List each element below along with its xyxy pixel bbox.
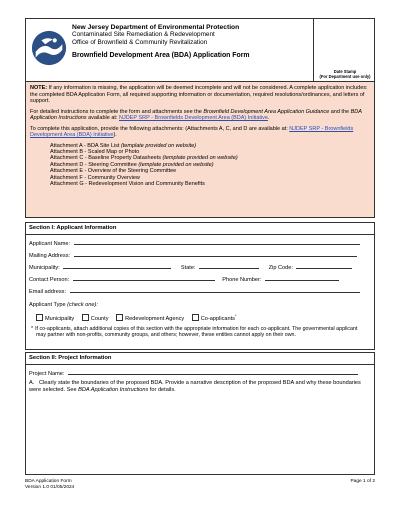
redevelopment-agency-option-label: Redevelopment Agency bbox=[125, 315, 185, 322]
attachment-label: Attachment C - Baseline Property Datasheets bbox=[50, 155, 163, 162]
bda-initiative-link-2[interactable]: NJDEP SRP - Brownfields Development Area (BDA) Initiative bbox=[30, 125, 354, 138]
contact-row bbox=[29, 274, 339, 282]
item-a-instructions-title: BDA Application Instructions bbox=[78, 387, 149, 393]
date-stamp-subtitle: (For Department use only) bbox=[319, 74, 371, 80]
section-2-title: Section II: Project Information bbox=[26, 353, 374, 365]
email-row bbox=[29, 286, 360, 294]
attachment-label: Attachment G - Redevelopment Vision and Community Benefits bbox=[50, 180, 205, 187]
applicant-name-row bbox=[29, 238, 360, 246]
footer-page-number: Page 1 of 2 bbox=[350, 479, 375, 484]
footer-form-name: BDA Application Form bbox=[25, 479, 72, 484]
item-a-text-end: for details. bbox=[148, 387, 176, 393]
applicant-type-options bbox=[36, 312, 237, 320]
mailing-address-row bbox=[29, 250, 357, 258]
footnote-text: If co-applicants, attach additional copies of this section with the appropriate information for each co-applicant. The governmental applicant may partner with non-profits, community groups, and others; however, these entities cannot apply on their own. bbox=[35, 326, 358, 339]
note-lead: NOTE: bbox=[30, 85, 48, 91]
section-1-title: Section I: Applicant Information bbox=[26, 223, 374, 235]
item-a bbox=[29, 380, 369, 394]
guidance-title: Brownfield Development Area Application Guidance bbox=[203, 108, 330, 115]
zip-label: Zip Code: bbox=[268, 265, 293, 271]
note-paragraph-1 bbox=[30, 85, 370, 105]
attachment-template-note: (template provided on website) bbox=[162, 155, 238, 162]
footnote-asterisk: * bbox=[31, 326, 34, 332]
phone-label: Phone Number: bbox=[222, 277, 262, 283]
redevelopment-agency-checkbox[interactable] bbox=[116, 314, 123, 321]
date-stamp-title: Date Stamp bbox=[333, 69, 357, 75]
municipality-label: Municipality: bbox=[29, 265, 60, 271]
applicant-name-field[interactable] bbox=[74, 238, 360, 245]
note-paragraph-2 bbox=[30, 109, 370, 122]
co-applicants-asterisk: * bbox=[234, 313, 237, 318]
project-name-row bbox=[29, 368, 358, 376]
attachment-template-note: (template provided on website) bbox=[138, 161, 214, 168]
applicant-type-row bbox=[29, 301, 98, 309]
note-p3-end: ). bbox=[113, 132, 117, 138]
project-name-label: Project Name: bbox=[29, 371, 65, 377]
instructions-title: BDA Application Instructions bbox=[30, 108, 362, 121]
note-text: If any information is missing, the application will be deemed incomplete and will not be considered. A complete application includes: the completed BDA Application Form, all required supporting information or documentation, required resolutions/ordinances, and letters of support. bbox=[30, 85, 368, 104]
state-label: State: bbox=[180, 265, 196, 271]
instructions-note bbox=[25, 82, 375, 218]
section-project-information bbox=[25, 352, 375, 475]
county-checkbox[interactable] bbox=[82, 314, 89, 321]
municipality-option-label: Municipality bbox=[45, 315, 75, 322]
item-a-text: Clearly state the boundaries of the proposed BDA. Provide a narrative description of the proposed BDA and why these boundaries were selected. See bbox=[29, 380, 361, 393]
co-applicants-checkbox[interactable] bbox=[192, 314, 199, 321]
item-a-letter: A. bbox=[29, 380, 35, 386]
email-label: Email address: bbox=[29, 289, 66, 295]
note-p2-text-b: and the bbox=[329, 108, 351, 115]
zip-field[interactable] bbox=[296, 262, 352, 269]
bda-initiative-link[interactable]: NJDEP SRP - Brownfields Development Area (BDA) Initiative bbox=[118, 115, 268, 121]
header-text bbox=[72, 24, 292, 60]
note-p2-text-a: For detailed instructions to complete the form and attachments see the bbox=[30, 108, 204, 115]
agency-name: New Jersey Department of Environmental Protection bbox=[72, 24, 240, 31]
note-p2-end: . bbox=[267, 115, 270, 121]
attachment-label: Attachment B - Scaled Map or Photo bbox=[50, 148, 140, 155]
njdep-logo-icon bbox=[30, 29, 68, 67]
footer-version: Version 1.0 01/05/2024 bbox=[25, 484, 75, 490]
applicant-name-label: Applicant Name: bbox=[29, 241, 71, 247]
municipality-field[interactable] bbox=[63, 262, 171, 269]
state-field[interactable] bbox=[199, 262, 259, 269]
form-header bbox=[25, 18, 375, 82]
co-applicant-footnote bbox=[31, 326, 368, 339]
date-stamp-box bbox=[313, 19, 376, 81]
email-field[interactable] bbox=[70, 286, 360, 293]
note-p3-text: To complete this application, provide the following attachments: (Attachments A, C, and D are available at: bbox=[30, 125, 290, 132]
phone-field[interactable] bbox=[265, 274, 339, 281]
program-name: Contaminated Site Remediation & Redevelopment bbox=[72, 31, 215, 39]
municipality-row bbox=[29, 262, 352, 270]
applicant-type-hint: (check one): bbox=[67, 302, 98, 308]
attachment-label: Attachment A - BDA Site List bbox=[50, 142, 121, 149]
note-p2-text-c: available at: bbox=[86, 115, 119, 121]
project-name-field[interactable] bbox=[68, 368, 358, 375]
contact-person-label: Contact Person: bbox=[29, 277, 70, 283]
form-title: Brownfield Development Area (BDA) Application Form bbox=[72, 52, 250, 60]
boundaries-description-area[interactable] bbox=[29, 401, 371, 471]
attachment-label: Attachment F - Community Overview bbox=[50, 174, 140, 181]
municipality-checkbox[interactable] bbox=[36, 314, 43, 321]
applicant-type-label: Applicant Type bbox=[29, 302, 68, 308]
section-applicant-information bbox=[25, 222, 375, 350]
page-footer bbox=[25, 479, 375, 490]
attachment-label: Attachment D - Steering Committee bbox=[50, 161, 139, 168]
mailing-address-label: Mailing Address: bbox=[29, 253, 71, 259]
attachment-list bbox=[50, 143, 370, 188]
attachment-label: Attachment E - Overview of the Steering Committee bbox=[50, 168, 177, 175]
office-name: Office of Brownfield & Community Revitalization bbox=[72, 38, 208, 46]
attachment-template-note: (template provided on website) bbox=[120, 142, 197, 149]
mailing-address-field[interactable] bbox=[74, 250, 357, 257]
note-paragraph-3 bbox=[30, 126, 370, 139]
contact-person-field[interactable] bbox=[73, 274, 215, 281]
co-applicants-option-label: Co-applicants bbox=[200, 315, 235, 322]
date-stamp-label bbox=[314, 70, 376, 80]
attachment-item bbox=[50, 181, 370, 187]
county-option-label: County bbox=[90, 315, 109, 322]
